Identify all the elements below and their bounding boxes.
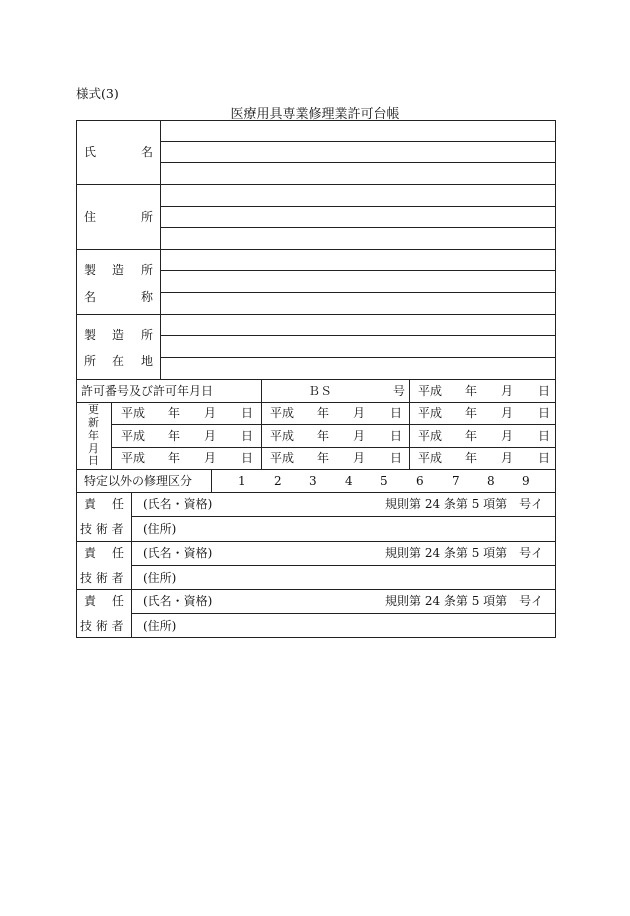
- factory-location-label-char: 地: [141, 354, 154, 368]
- entry-line: [111, 424, 556, 425]
- renewal-month: 月: [204, 429, 217, 443]
- category-number: 8: [487, 474, 495, 488]
- renewal-day: 日: [390, 451, 403, 465]
- renewal-month: 月: [501, 451, 514, 465]
- entry-line: [160, 270, 556, 271]
- entry-line: [160, 206, 556, 207]
- renewal-month: 月: [501, 429, 514, 443]
- column-divider: [211, 469, 212, 492]
- entry-line: [160, 141, 556, 142]
- entry-line: [160, 292, 556, 293]
- permit-bs: ＢＳ: [308, 384, 333, 398]
- engineer-label: 技 術 者: [80, 571, 124, 585]
- factory-location-label-char: 所: [84, 354, 97, 368]
- renewal-label-char: 月: [88, 442, 99, 455]
- address-label-char: 所: [141, 210, 154, 224]
- renewal-year: 年: [465, 429, 478, 443]
- engineer-label-char: 責: [84, 546, 97, 560]
- renewal-month: 月: [353, 451, 366, 465]
- engineer-name-qualification: (氏名・資格): [143, 546, 213, 560]
- row-divider: [76, 249, 556, 250]
- permit-day: 日: [538, 384, 551, 398]
- factory-name-label-char: 称: [141, 290, 154, 304]
- engineer-label: 技 術 者: [80, 619, 124, 633]
- renewal-month: 月: [353, 429, 366, 443]
- row-divider: [76, 541, 556, 542]
- factory-location-label-char: 造: [112, 328, 125, 342]
- renewal-label-char: 年: [88, 429, 99, 442]
- renewal-era: 平成: [418, 429, 443, 443]
- column-divider: [261, 379, 262, 469]
- engineer-name-qualification: (氏名・資格): [143, 497, 213, 511]
- entry-line: [111, 447, 556, 448]
- renewal-day: 日: [390, 406, 403, 420]
- category-number: 6: [416, 474, 424, 488]
- row-divider: [76, 402, 556, 403]
- category-number: 4: [345, 474, 353, 488]
- renewal-era: 平成: [418, 406, 443, 420]
- category-number: 1: [238, 474, 246, 488]
- renewal-day: 日: [538, 406, 551, 420]
- renewal-month: 月: [204, 406, 217, 420]
- renewal-year: 年: [465, 406, 478, 420]
- renewal-year: 年: [168, 429, 181, 443]
- name-label-char: 氏: [84, 145, 97, 159]
- form-label: 様式(3): [76, 86, 119, 101]
- name-label-char: 名: [141, 145, 154, 159]
- column-divider: [409, 379, 410, 469]
- row-divider: [76, 492, 556, 493]
- renewal-year: 年: [317, 406, 330, 420]
- engineer-label-char: 任: [112, 546, 125, 560]
- renewal-year: 年: [168, 406, 181, 420]
- engineer-address: (住所): [143, 522, 177, 536]
- renewal-day: 日: [241, 406, 254, 420]
- renewal-era: 平成: [121, 429, 146, 443]
- factory-name-label-char: 名: [84, 290, 97, 304]
- renewal-era: 平成: [270, 451, 295, 465]
- column-divider: [111, 402, 112, 469]
- engineer-label-char: 任: [112, 594, 125, 608]
- engineer-label-char: 責: [84, 594, 97, 608]
- renewal-day: 日: [241, 451, 254, 465]
- factory-name-label-char: 造: [112, 263, 125, 277]
- entry-line: [160, 335, 556, 336]
- renewal-month: 月: [501, 406, 514, 420]
- engineer-label: 技 術 者: [80, 522, 124, 536]
- factory-name-label-char: 所: [141, 263, 154, 277]
- engineer-rule: 規則第 24 条第 5 項第 号イ: [385, 546, 544, 560]
- renewal-era: 平成: [418, 451, 443, 465]
- permit-gou: 号: [393, 384, 406, 398]
- renewal-era: 平成: [270, 406, 295, 420]
- renewal-label-char: 更: [88, 403, 99, 416]
- renewal-day: 日: [538, 429, 551, 443]
- factory-location-label-char: 製: [84, 328, 97, 342]
- renewal-year: 年: [317, 429, 330, 443]
- row-divider: [76, 589, 556, 590]
- special-category-label: 特定以外の修理区分: [84, 474, 193, 488]
- column-divider: [131, 492, 132, 638]
- renewal-label-char: 新: [88, 416, 99, 429]
- renewal-era: 平成: [270, 429, 295, 443]
- category-number: 9: [522, 474, 530, 488]
- engineer-rule: 規則第 24 条第 5 項第 号イ: [385, 497, 544, 511]
- entry-line: [160, 162, 556, 163]
- entry-line: [131, 516, 556, 517]
- renewal-day: 日: [390, 429, 403, 443]
- category-number: 3: [309, 474, 317, 488]
- engineer-label-char: 任: [112, 497, 125, 511]
- renewal-era: 平成: [121, 451, 146, 465]
- engineer-address: (住所): [143, 571, 177, 585]
- factory-location-label-char: 在: [112, 354, 125, 368]
- renewal-year: 年: [465, 451, 478, 465]
- engineer-rule: 規則第 24 条第 5 項第 号イ: [385, 594, 544, 608]
- permit-era: 平成: [418, 384, 443, 398]
- entry-line: [160, 227, 556, 228]
- renewal-label-char: 日: [88, 454, 99, 467]
- engineer-address: (住所): [143, 619, 177, 633]
- document-title: 医療用具専業修理業許可台帳: [230, 107, 400, 122]
- row-divider: [76, 469, 556, 470]
- row-divider: [76, 379, 556, 380]
- renewal-month: 月: [204, 451, 217, 465]
- engineer-name-qualification: (氏名・資格): [143, 594, 213, 608]
- renewal-era: 平成: [121, 406, 146, 420]
- row-divider: [76, 184, 556, 185]
- column-divider: [160, 120, 161, 379]
- factory-location-label-char: 所: [141, 328, 154, 342]
- factory-name-label-char: 製: [84, 263, 97, 277]
- category-number: 2: [274, 474, 282, 488]
- renewal-year: 年: [168, 451, 181, 465]
- permit-month: 月: [501, 384, 514, 398]
- category-number: 5: [380, 474, 388, 488]
- renewal-month: 月: [353, 406, 366, 420]
- row-divider: [76, 314, 556, 315]
- address-label-char: 住: [84, 210, 97, 224]
- permit-label: 許可番号及び許可年月日: [81, 384, 214, 398]
- engineer-label-char: 責: [84, 497, 97, 511]
- entry-line: [160, 357, 556, 358]
- entry-line: [131, 613, 556, 614]
- category-number: 7: [452, 474, 460, 488]
- entry-line: [131, 565, 556, 566]
- permit-year: 年: [465, 384, 478, 398]
- renewal-year: 年: [317, 451, 330, 465]
- renewal-day: 日: [538, 451, 551, 465]
- renewal-day: 日: [241, 429, 254, 443]
